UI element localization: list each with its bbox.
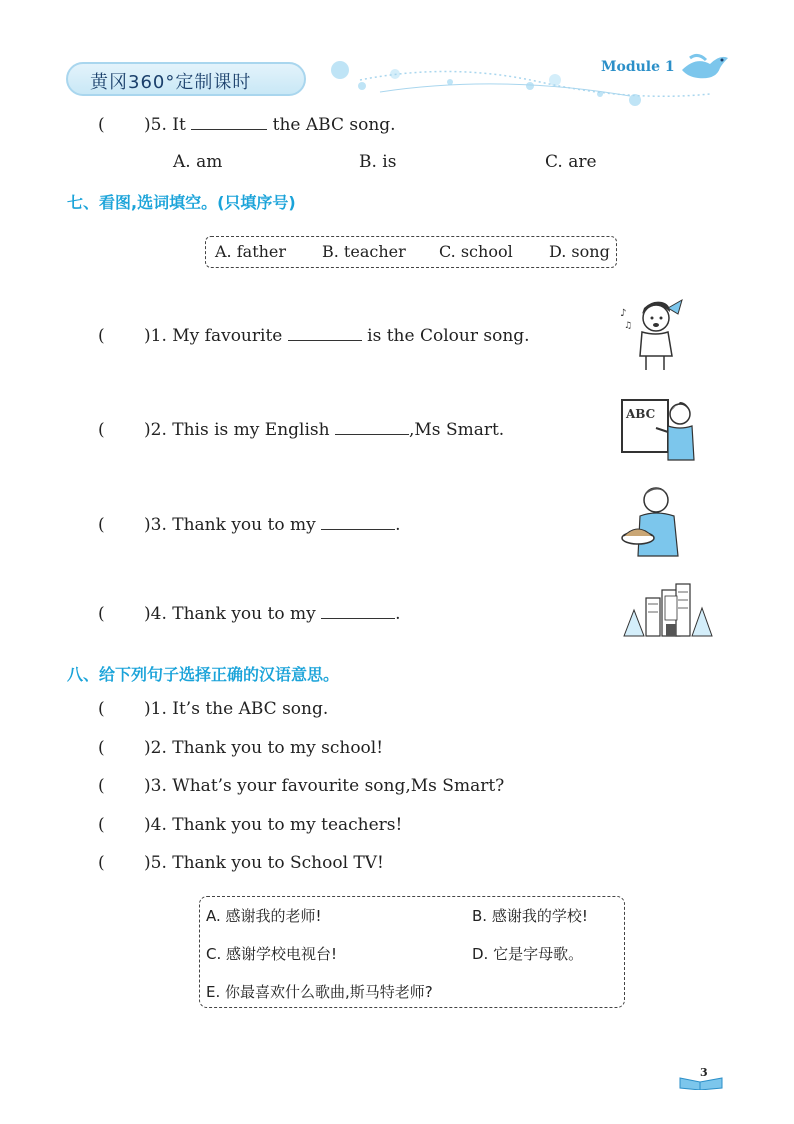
- chinese-options-box: [199, 896, 625, 1008]
- question-text: .: [395, 604, 401, 624]
- answer-paren: (: [98, 738, 105, 758]
- question-row: [144, 326, 530, 346]
- answer-blank[interactable]: [321, 605, 395, 619]
- bird-icon: [676, 50, 732, 86]
- section8-title: 八、给下列句子选择正确的汉语意思。: [67, 665, 340, 684]
- answer-paren: (: [98, 604, 105, 624]
- question-text: )3. Thank you to my: [144, 515, 316, 535]
- header-title: 黄冈360°定制课时: [90, 72, 252, 93]
- answer-blank[interactable]: [288, 327, 362, 341]
- father-cake-picture: [616, 482, 694, 560]
- prev-question: [144, 115, 396, 135]
- option-item: A. 感谢我的老师!: [206, 907, 322, 925]
- answer-paren: (: [98, 815, 105, 835]
- answer-blank[interactable]: [191, 116, 267, 130]
- answer-blank[interactable]: [321, 516, 395, 530]
- teacher-abc-picture: [620, 394, 700, 462]
- question-row: [144, 420, 504, 440]
- word-bank-box: [205, 236, 617, 268]
- answer-paren: (: [98, 515, 105, 535]
- option-c: C. are: [545, 152, 597, 172]
- option-item: C. 感谢学校电视台!: [206, 945, 338, 963]
- option-b: B. is: [359, 152, 397, 172]
- section7-title: 七、看图,选词填空。(只填序号): [67, 193, 296, 212]
- question-row: )3. What’s your favourite song,Ms Smart?: [144, 776, 505, 796]
- answer-paren: (: [98, 776, 105, 796]
- word-option: D. song: [549, 242, 610, 261]
- question-text: )5. It: [144, 115, 186, 135]
- answer-blank[interactable]: [335, 421, 409, 435]
- question-text: )2. This is my English: [144, 420, 330, 440]
- question-text: )4. Thank you to my: [144, 604, 316, 624]
- page-number: 3: [700, 1066, 708, 1079]
- module-label: Module 1: [601, 59, 675, 75]
- word-option: C. school: [439, 242, 513, 261]
- svg-text:♪: ♪: [620, 308, 627, 319]
- question-row: [144, 515, 401, 535]
- answer-paren: (: [98, 853, 105, 873]
- svg-text:♫: ♫: [624, 321, 633, 331]
- school-building-picture: [622, 580, 714, 638]
- option-item: D. 它是字母歌。: [472, 945, 584, 963]
- question-text: ,Ms Smart.: [409, 420, 505, 440]
- question-row: )2. Thank you to my school!: [144, 738, 384, 758]
- question-text: the ABC song.: [272, 115, 396, 135]
- question-row: [144, 604, 401, 624]
- answer-paren: (: [98, 326, 105, 346]
- girl-singing-picture: [612, 294, 692, 374]
- answer-paren: (: [98, 115, 105, 135]
- option-item: E. 你最喜欢什么歌曲,斯马特老师?: [206, 983, 433, 1001]
- answer-paren: (: [98, 420, 105, 440]
- question-text: )1. My favourite: [144, 326, 283, 346]
- option-a: A. am: [173, 152, 223, 172]
- svg-text:ABC: ABC: [626, 407, 656, 421]
- word-option: B. teacher: [322, 242, 406, 261]
- question-text: is the Colour song.: [367, 326, 530, 346]
- question-text: .: [395, 515, 401, 535]
- book-icon: [678, 1074, 724, 1090]
- answer-paren: (: [98, 699, 105, 719]
- question-row: )4. Thank you to my teachers!: [144, 815, 403, 835]
- option-item: B. 感谢我的学校!: [472, 907, 588, 925]
- word-option: A. father: [215, 242, 287, 261]
- question-row: )5. Thank you to School TV!: [144, 853, 384, 873]
- question-row: )1. It’s the ABC song.: [144, 699, 329, 719]
